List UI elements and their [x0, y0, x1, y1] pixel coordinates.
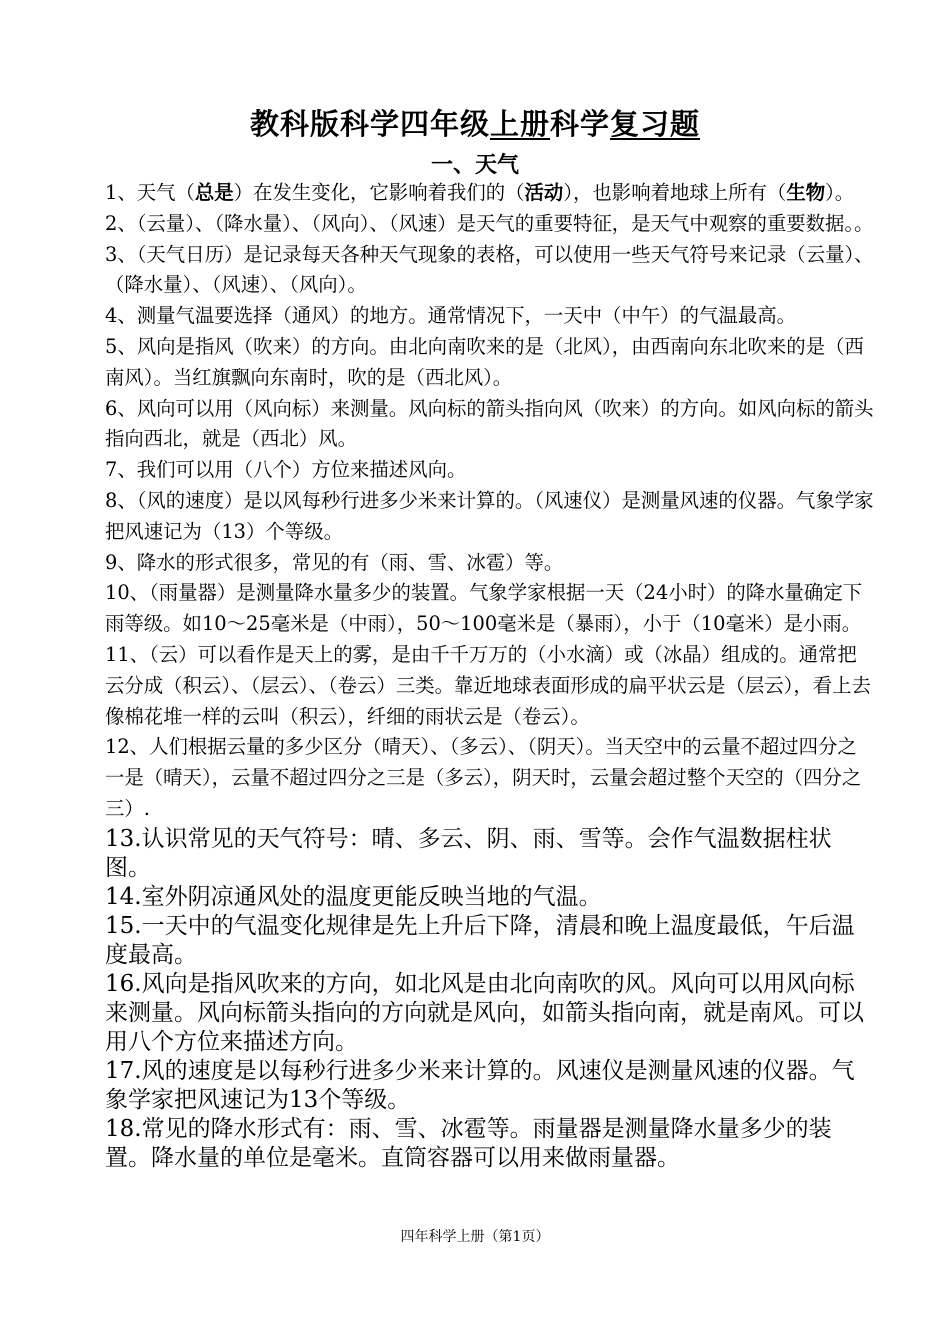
item-bold-text: 总是 — [194, 181, 234, 204]
list-item: 10、（雨量器）是测量降水量多少的装置。气象学家根据一天（24小时）的降水量确定下雨等级。如10～25毫米是（中雨），50～100毫米是（暴雨），小于（10毫米）是小雨。 — [105, 581, 863, 636]
list-item: 5、风向是指风（吹来）的方向。由北向南吹来的是（北风），由西南向东北吹来的是（西南风）。当红旗飘向东南时，吹的是（西北风）。 — [105, 334, 864, 389]
item-bold-text: 活动 — [524, 181, 564, 204]
list-item: 11、（云）可以看作是天上的雾，是由千千万万的（小水滴）或（冰晶）组成的。通常把云分成（积云）、（层云）、（卷云）三类。靠近地球表面形成的扁平状云是（层云），看上去像棉花堆一样的云叫（积云），纤细的雨状云是（卷云）。 — [105, 642, 871, 728]
item-text: ）。 — [825, 181, 855, 204]
list-item: 6、风向可以用（风向标）来测量。风向标的箭头指向风（吹来）的方向。如风向标的箭头指向西北，就是（西北）风。 — [105, 396, 874, 451]
list-item: 16.风向是指风吹来的方向，如北风是由北向南吹的风。风向可以用风向标来测量。风向标箭头指向的方向就是风向，如箭头指向南，就是南风。可以用八个方位来描述方向。 — [105, 970, 864, 1055]
list-item: 7、我们可以用（八个）方位来描述风向。 — [105, 458, 467, 482]
item-text: 1、天气（ — [105, 181, 195, 204]
list-item: 12、人们根据云量的多少区分（晴天）、（多云）、（阴天）。当天空中的云量不超过四分之一是（晴天），云量不超过四分之三是（多云），阴天时，云量会超过整个天空的（四分之三）. — [105, 735, 862, 820]
section-heading: 一、天气 — [430, 152, 519, 178]
item-text: ）在发生变化，它影响着我们的（ — [233, 181, 525, 204]
list-item — [105, 178, 875, 209]
title-part-1: 教科版科学四年级 — [249, 107, 490, 141]
document-body — [105, 178, 875, 1173]
list-item: 18.常见的降水形式有：雨、雪、冰雹等。雨量器是测量降水量多少的装置。降水量的单位是毫米。直筒容器可以用来做雨量器。 — [105, 1115, 832, 1171]
list-item: 14.室外阴凉通风处的温度更能反映当地的气温。 — [105, 883, 602, 910]
list-item: 17.风的速度是以每秒行进多少米来计算的。风速仪是测量风速的仪器。气象学家把风速记为13个等级。 — [105, 1057, 855, 1113]
item-text: ），也影响着地球上所有（ — [563, 181, 787, 204]
page-footer: 四年科学上册（第1页） — [400, 1229, 550, 1245]
item-bold-text: 生物 — [786, 181, 826, 204]
list-item: 2、（云量）、（降水量）、（风向）、（风速）是天气的重要特征，是天气中观察的重要数据。。 — [105, 211, 874, 235]
list-item: 9、降水的形式很多，常见的有（雨、雪、冰雹）等。 — [105, 550, 564, 574]
list-item: 8、（风的速度）是以风每秒行进多少米来计算的。（风速仪）是测量风速的仪器。气象学家把风速记为（13）个等级。 — [105, 488, 874, 543]
list-item: 15.一天中的气温变化规律是先上升后下降，清晨和晚上温度最低，午后温度最高。 — [105, 912, 855, 968]
list-item: 13.认识常见的天气符号：晴、多云、阴、雨、雪等。会作气温数据柱状图。 — [105, 825, 832, 881]
list-item: 3、（天气日历）是记录每天各种天气现象的表格，可以使用一些天气符号来记录（云量）、（降水量）、（风速）、（风向）。 — [105, 242, 874, 297]
title-part-2: 上册 — [489, 107, 550, 141]
page-title — [0, 104, 950, 144]
title-part-4: 复习题 — [610, 107, 701, 141]
list-item: 4、测量气温要选择（通风）的地方。通常情况下，一天中（中午）的气温最高。 — [105, 304, 797, 328]
title-part-3: 科学 — [550, 107, 611, 141]
